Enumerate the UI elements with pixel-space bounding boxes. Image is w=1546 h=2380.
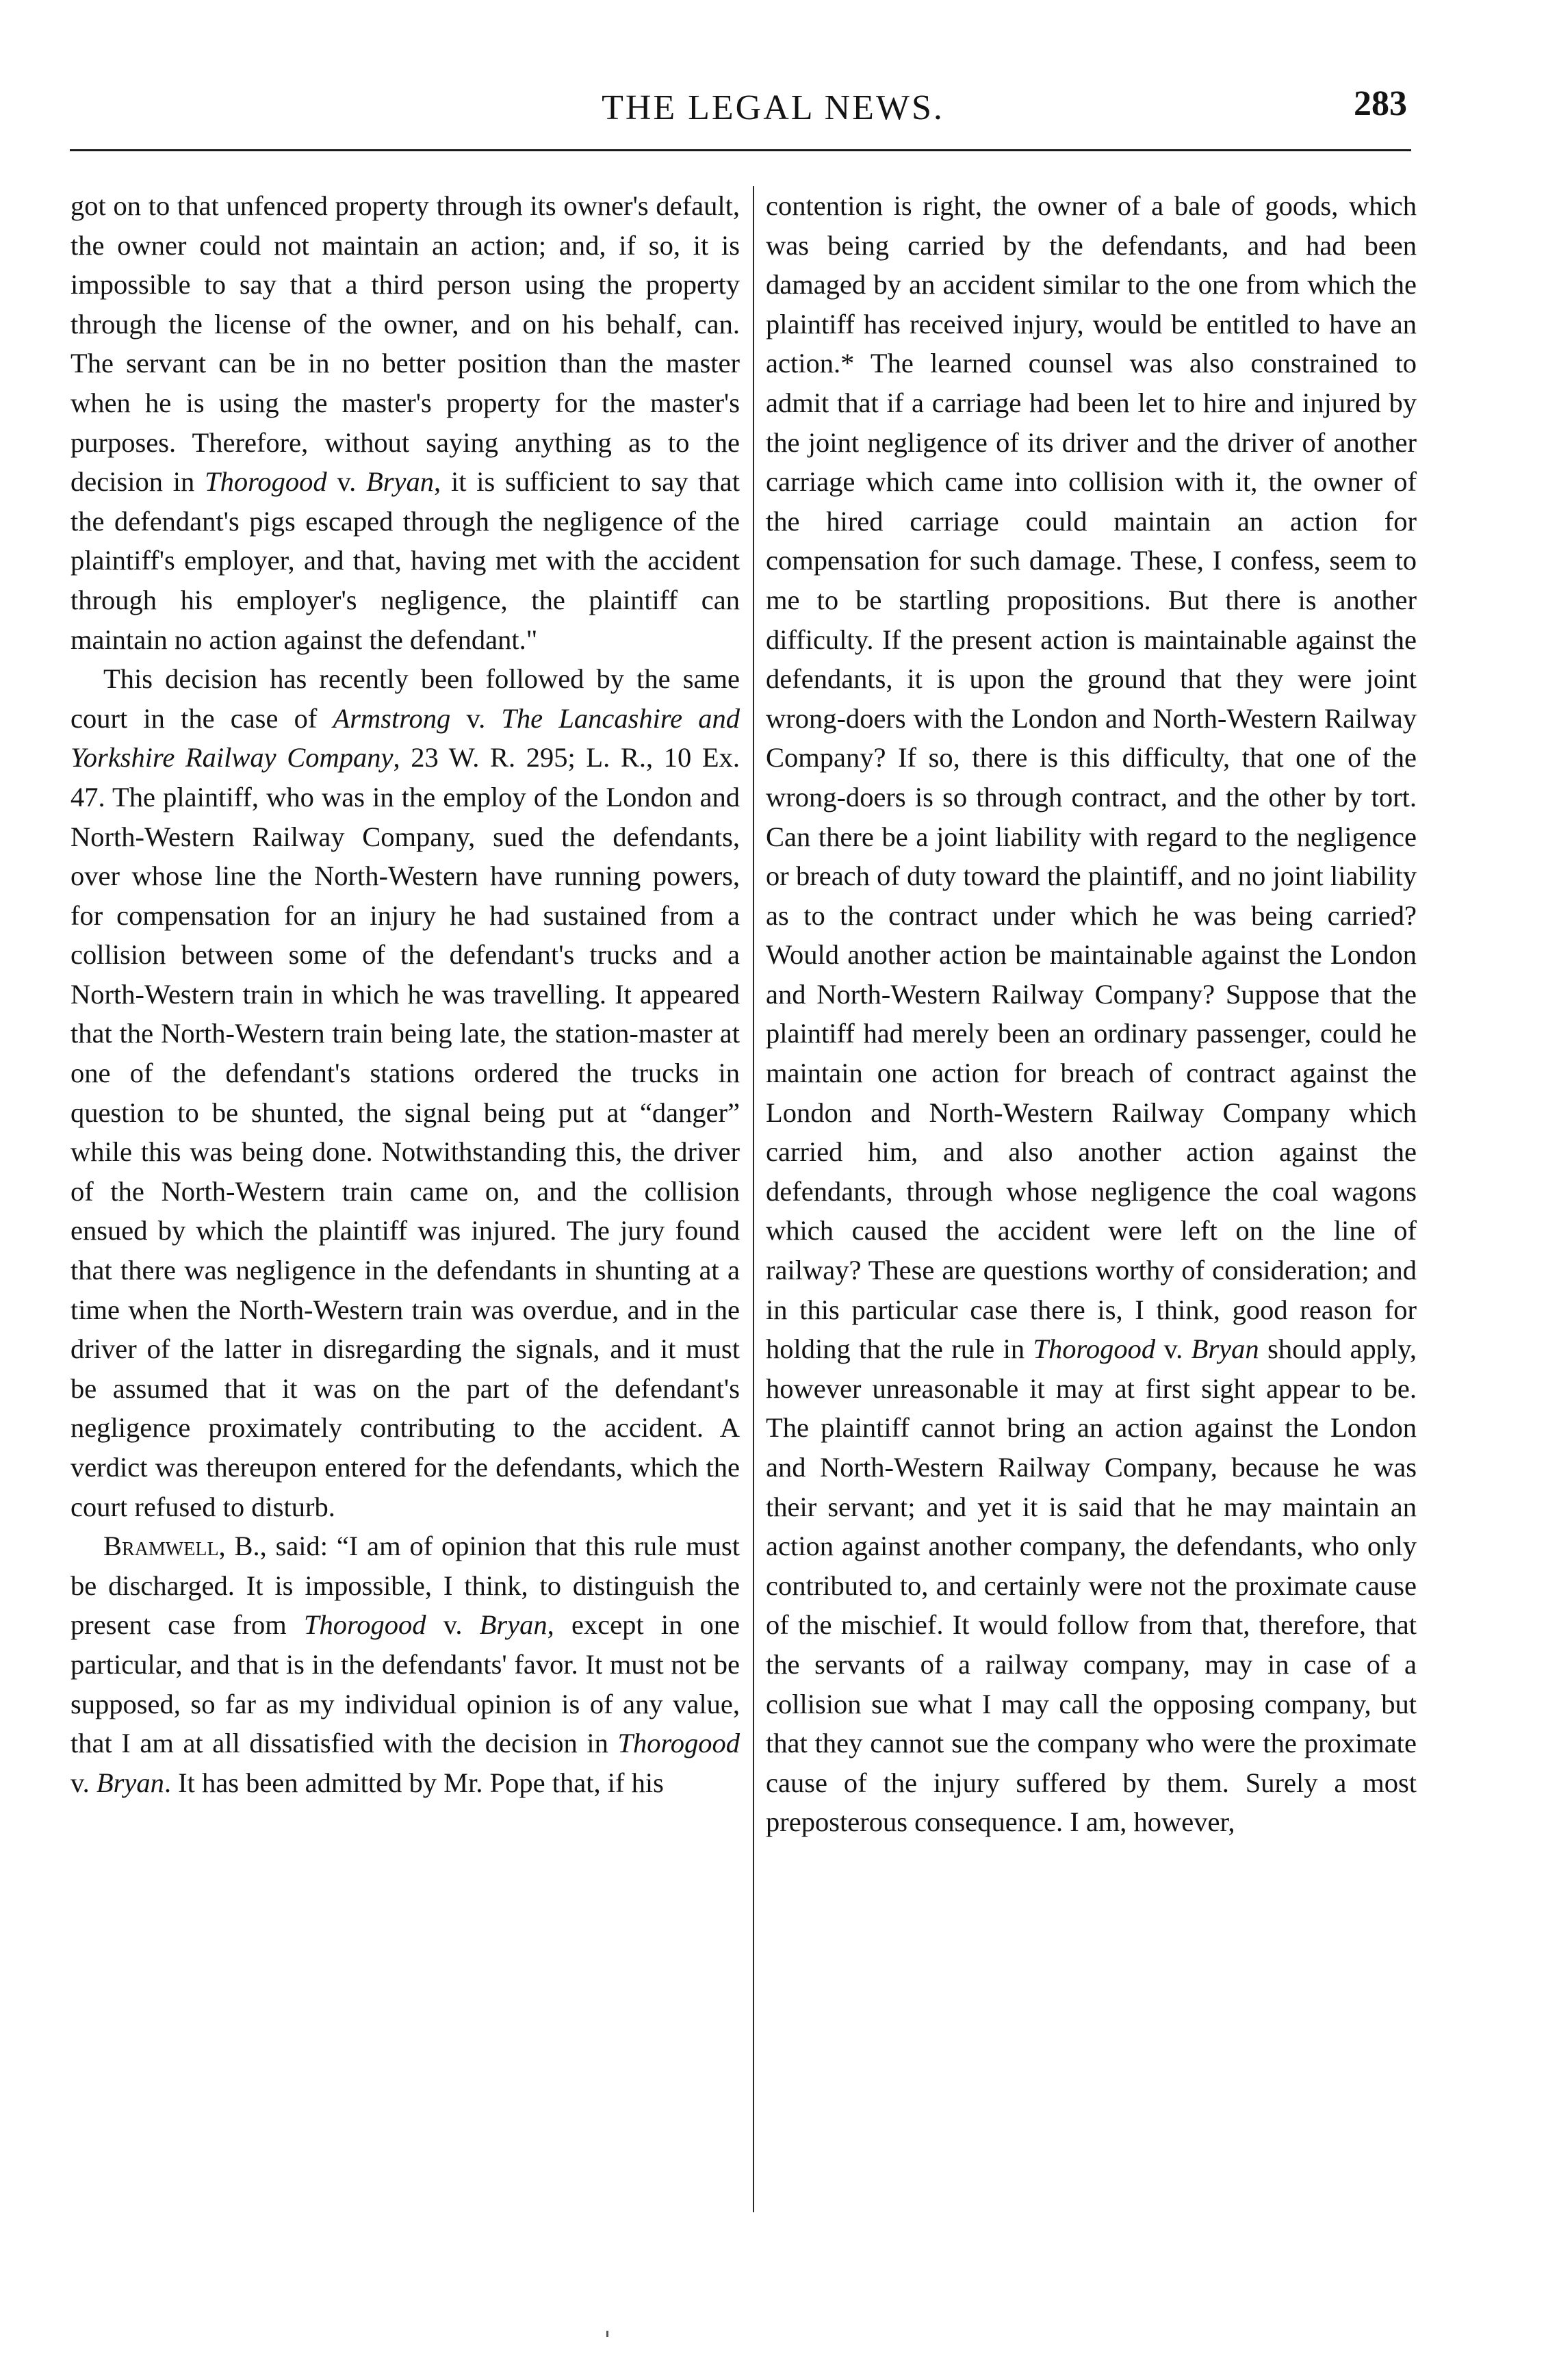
- text-run: got on to that unfenced property through its owner's default, the owner could not maintain an action; and, if so, it is impossible to say that a third person using the property through the license of the owner, and on his behalf, can. The servant can be in no better position than the master when he is using the master's property for the master's purposes. Therefore, without saying anything as to the decision in: [70, 190, 740, 498]
- stray-mark: [606, 2331, 608, 2337]
- paragraph: [766, 186, 1417, 1842]
- text-run: contention is right, the owner of a bale of goods, which was being carried by the defendants, and had been damaged by an accident similar to the one from which the plaintiff has received injury, would be entitled to have an action.* The learned counsel was also constrained to admit that if a carriage had been let to hire and injured by the joint negligence of its driver and the driver of another carriage which came into collision with it, the owner of the hired carriage could maintain an action for compensation for such damage. These, I confess, seem to me to be startling propositions. But there is another difficulty. If the present action is maintainable against the defendants, it is upon the ground that they were joint wrong-doers with the London and North-Western Railway Company? If so, there is this difficulty, that one of the wrong-doers is so through contract, and the other by tort. Can there be a joint liability with regard to the negligence or breach of duty toward the plaintiff, and no joint liability as to the contract under which he was being carried? Would another action be maintainable against the London and North-Western Railway Company? Suppose that the plaintiff had merely been an ordinary passenger, could he maintain one action for breach of contract against the London and North-Western Railway Company which carried him, and also another action against the defendants, through whose negligence the coal wagons which caused the accident were left on the line of railway? These are questions worthy of consideration; and in this particular case there is, I think, good reason for holding that the rule in: [766, 190, 1417, 1365]
- case-name: Bryan: [1191, 1333, 1259, 1365]
- text-run: , B., said: “I am of opinion that this rule must be discharged. It is impossible, I think, to distinguish the present case from: [70, 1531, 740, 1641]
- column-divider: [753, 186, 754, 2212]
- paragraph: [70, 186, 740, 659]
- case-name: Bryan: [96, 1767, 164, 1798]
- text-run: This decision has recently been followed by the same court in the case of: [70, 663, 740, 734]
- text-run: . It has been admitted by Mr. Pope that, if his: [164, 1767, 664, 1798]
- page-number: 283: [1354, 84, 1407, 123]
- text-run: v.: [426, 1609, 480, 1641]
- text-run: should apply, however unreasonable it may at first sight appear to be. The plaintiff cannot bring an action against the London and North-Western Railway Company, because he was their servant; and yet it is said that he may maintain an action against another company, the defendants, who only contributed to, and certainly were not the proximate cause of the mischief. It would follow from that, therefore, that the servants of a railway company, may in case of a collision sue what I may call the opposing company, but that they cannot sue the company who were the proximate cause of the injury suffered by them. Surely a most preposterous consequence. I am, however,: [766, 1333, 1417, 1838]
- case-name: The Lancashire and Yorkshire Railway Company: [70, 702, 740, 773]
- case-name: Bryan: [366, 466, 435, 498]
- case-name: Thorogood: [303, 1609, 426, 1641]
- right-column: [766, 186, 1417, 1842]
- case-name: Armstrong: [333, 702, 451, 734]
- text-run: , it is sufficient to say that the defendant's pigs escaped through the negligence of the plaintiff's employer, and that, having met with the accident through his employer's negligence, the plaintiff can maintain no action against the defendant.": [70, 466, 740, 655]
- header-rule: [70, 149, 1411, 151]
- judge-name: Bramwell: [103, 1531, 219, 1562]
- case-name: Thorogood: [1033, 1333, 1156, 1365]
- running-title: THE LEGAL NEWS.: [602, 88, 944, 127]
- case-name: Bryan: [479, 1609, 547, 1641]
- text-run: , 23 W. R. 295; L. R., 10 Ex. 47. The plaintiff, who was in the employ of the London and North-Western Railway Company, sued the defendants, over whose line the North-Western have running powers, for compensation for an injury he had sustained from a collision between some of the defendant's trucks and a North-Western train in which he was travelling. It appeared that the North-Western train being late, the station-master at one of the defendant's stations ordered the trucks in question to be shunted, the signal being put at “danger” while this was being done. Notwithstanding this, the driver of the North-Western train came on, and the collision ensued by which the plaintiff was injured. The jury found that there was negligence in the defendants in shunting at a time when the North-Western train was overdue, and in the driver of the latter in disregarding the signals, and it must be assumed that it was on the part of the defendant's negligence proximately contributing to the accident. A verdict was thereupon entered for the defendants, which the court refused to disturb.: [70, 742, 740, 1522]
- left-column: [70, 186, 740, 1802]
- paragraph: [70, 1526, 740, 1802]
- text-run: v.: [326, 466, 367, 498]
- case-name: Thorogood: [617, 1728, 740, 1759]
- paragraph: [70, 659, 740, 1526]
- text-run: v.: [450, 702, 502, 734]
- text-run: v.: [1155, 1333, 1191, 1365]
- text-run: v.: [70, 1767, 96, 1798]
- case-name: Thorogood: [205, 466, 327, 498]
- text-run: , except in one particular, and that is in the defendants' favor. It must not be supposed, so far as my individual opinion is of any value, that I am at all dissatisfied with the decision in: [70, 1609, 740, 1759]
